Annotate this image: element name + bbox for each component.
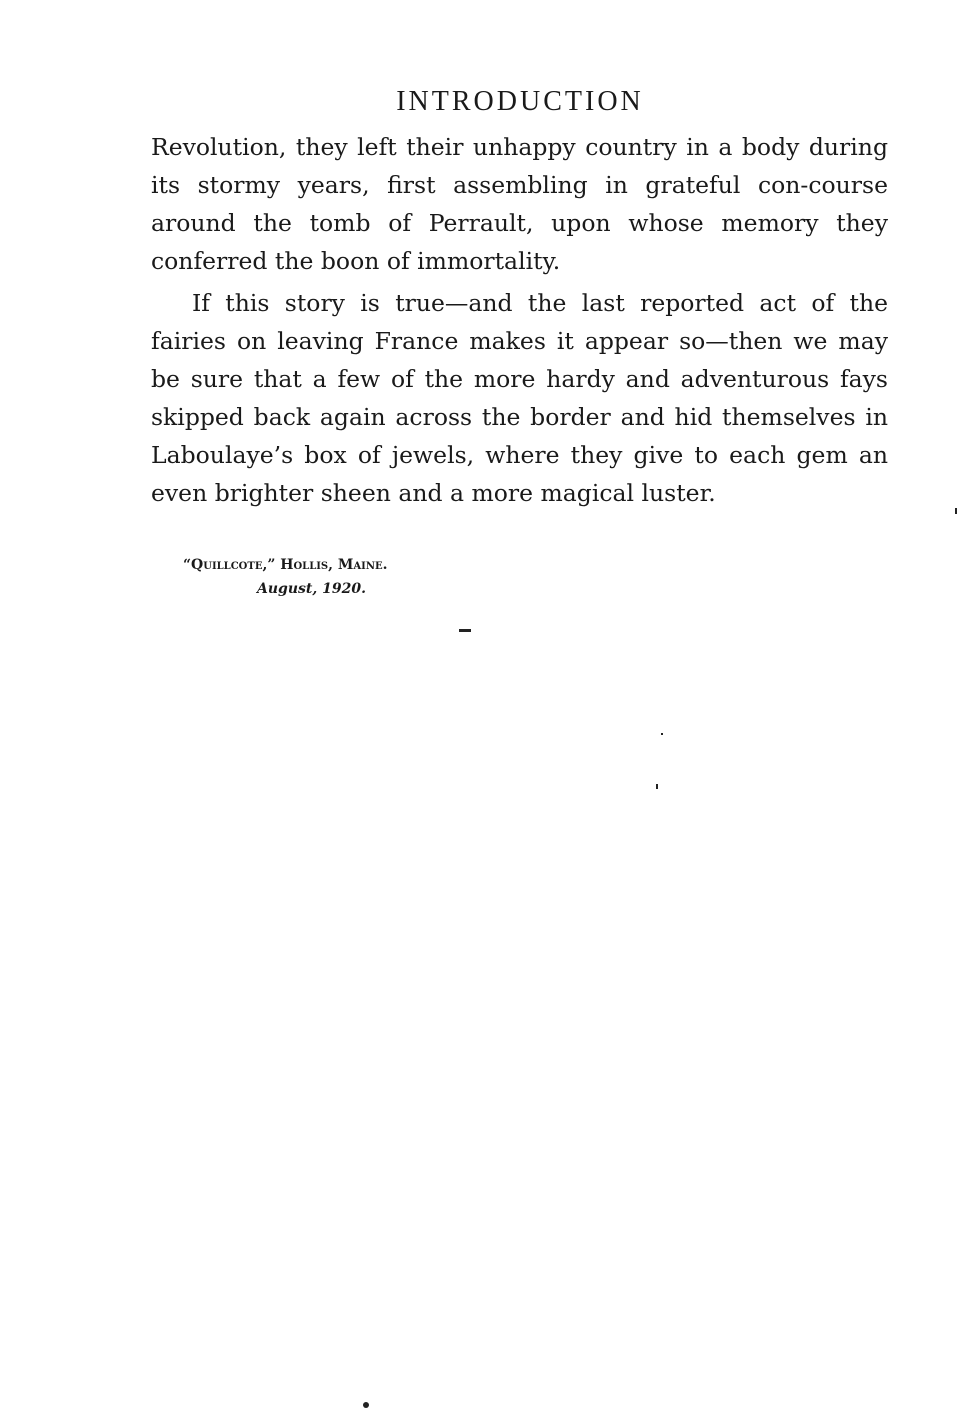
scan-speck xyxy=(661,733,663,735)
paragraph-2: If this story is true—and the last reported act of the fairies on leaving France makes it appear so—then we may be sure that a few of the more hardy and adventurous fays skipped back again across the border and hid themselves in Laboulaye’s box of jewels, where they give to each gem an even brighter sheen and a more magical luster. xyxy=(151,289,888,507)
signature-block xyxy=(183,553,387,601)
signature-date: August, 1920. xyxy=(257,581,366,597)
scan-speck xyxy=(955,508,957,514)
scan-speck xyxy=(459,629,471,632)
scan-speck xyxy=(363,1402,369,1408)
signature-place: “Quillcote,” Hollis, Maine. xyxy=(183,557,388,573)
paragraph-1: Revolution, they left their unhappy country in a body during its stormy years, first assembling in grateful con-course around the tomb of Perrault, upon whose memory they conferred the boon of immortality. xyxy=(151,133,888,275)
running-head: INTRODUCTION xyxy=(396,86,644,117)
body-text xyxy=(151,128,888,512)
scan-speck xyxy=(656,784,658,789)
